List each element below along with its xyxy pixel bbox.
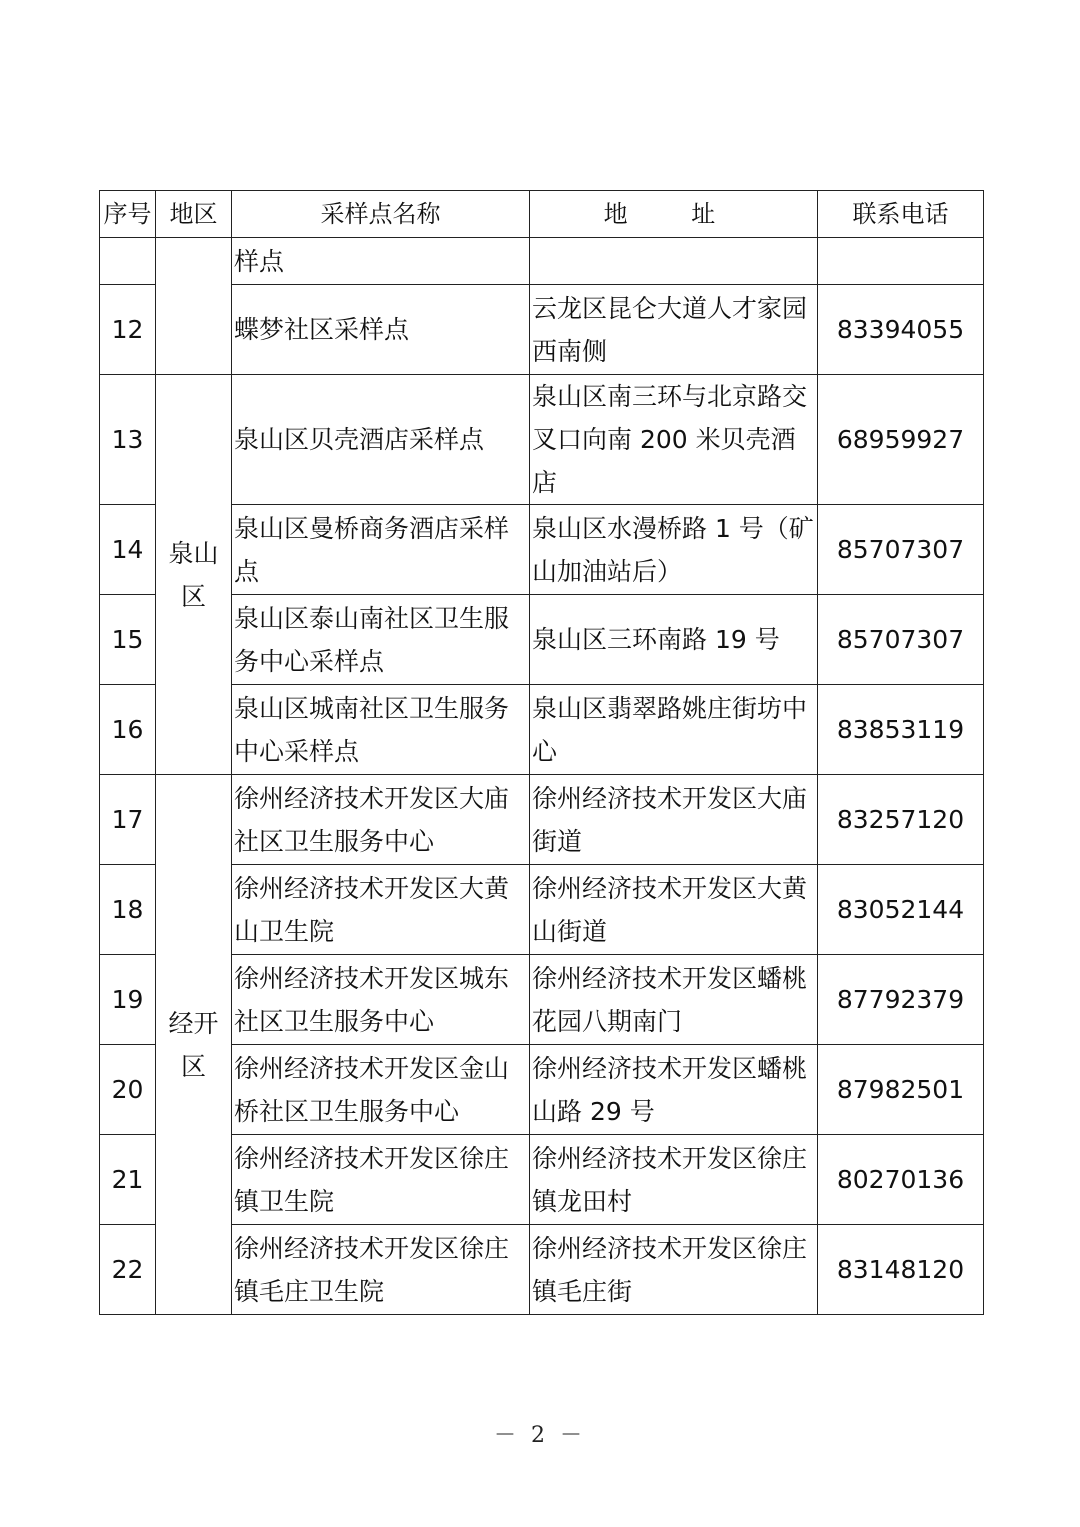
cell-phone: 83052144 (818, 865, 984, 955)
cell-name: 泉山区曼桥商务酒店采样点 (232, 505, 530, 595)
cell-address: 徐州经济技术开发区蟠桃花园八期南门 (530, 955, 818, 1045)
cell-no: 18 (100, 865, 156, 955)
cell-address: 徐州经济技术开发区徐庄镇龙田村 (530, 1135, 818, 1225)
cell-name: 泉山区城南社区卫生服务中心采样点 (232, 685, 530, 775)
cell-region-yunlong (156, 238, 232, 375)
cell-address: 云龙区昆仑大道人才家园西南侧 (530, 285, 818, 375)
cell-phone: 85707307 (818, 505, 984, 595)
cell-no: 12 (100, 285, 156, 375)
cell-region-jingkai: 经开区 (156, 775, 232, 1315)
cell-phone: 83257120 (818, 775, 984, 865)
cell-name: 徐州经济技术开发区城东社区卫生服务中心 (232, 955, 530, 1045)
cell-name: 徐州经济技术开发区大庙社区卫生服务中心 (232, 775, 530, 865)
cell-no: 22 (100, 1225, 156, 1315)
header-phone: 联系电话 (818, 191, 984, 238)
table-row (100, 865, 984, 955)
table-row (100, 1045, 984, 1135)
cell-phone: 83394055 (818, 285, 984, 375)
header-name: 采样点名称 (232, 191, 530, 238)
header-address: 地 址 (530, 191, 818, 238)
cell-address: 泉山区三环南路 19 号 (530, 595, 818, 685)
table-row-continuation (100, 238, 984, 285)
sampling-sites-table (99, 190, 984, 1315)
cell-no: 15 (100, 595, 156, 685)
cell-name: 泉山区贝壳酒店采样点 (232, 375, 530, 505)
cell-name: 徐州经济技术开发区徐庄镇卫生院 (232, 1135, 530, 1225)
cell-phone: 87982501 (818, 1045, 984, 1135)
cell-address: 泉山区水漫桥路 1 号（矿山加油站后） (530, 505, 818, 595)
header-no: 序号 (100, 191, 156, 238)
table-row (100, 685, 984, 775)
cell-phone: 68959927 (818, 375, 984, 505)
cell-phone: 87792379 (818, 955, 984, 1045)
cell-phone (818, 238, 984, 285)
cell-address (530, 238, 818, 285)
cell-no: 20 (100, 1045, 156, 1135)
cell-name: 泉山区泰山南社区卫生服务中心采样点 (232, 595, 530, 685)
cell-no: 14 (100, 505, 156, 595)
cell-no: 17 (100, 775, 156, 865)
header-region: 地区 (156, 191, 232, 238)
cell-name: 徐州经济技术开发区徐庄镇毛庄卫生院 (232, 1225, 530, 1315)
cell-name: 徐州经济技术开发区金山桥社区卫生服务中心 (232, 1045, 530, 1135)
cell-no: 13 (100, 375, 156, 505)
cell-name: 徐州经济技术开发区大黄山卫生院 (232, 865, 530, 955)
cell-address: 泉山区翡翠路姚庄街坊中心 (530, 685, 818, 775)
cell-address: 徐州经济技术开发区大黄山街道 (530, 865, 818, 955)
cell-address: 徐州经济技术开发区大庙街道 (530, 775, 818, 865)
table-row (100, 955, 984, 1045)
cell-phone: 83148120 (818, 1225, 984, 1315)
table-row (100, 375, 984, 505)
table-header-row (100, 191, 984, 238)
cell-no: 16 (100, 685, 156, 775)
cell-name: 样点 (232, 238, 530, 285)
cell-address: 徐州经济技术开发区徐庄镇毛庄街 (530, 1225, 818, 1315)
cell-region-quanshan: 泉山区 (156, 375, 232, 775)
table-row (100, 595, 984, 685)
table-row (100, 775, 984, 865)
cell-address: 泉山区南三环与北京路交叉口向南 200 米贝壳酒店 (530, 375, 818, 505)
cell-name: 蝶梦社区采样点 (232, 285, 530, 375)
table-row (100, 1225, 984, 1315)
cell-phone: 83853119 (818, 685, 984, 775)
cell-address: 徐州经济技术开发区蟠桃山路 29 号 (530, 1045, 818, 1135)
cell-no: 21 (100, 1135, 156, 1225)
cell-phone: 80270136 (818, 1135, 984, 1225)
page-number: － 2 － (494, 1423, 586, 1448)
cell-no (100, 238, 156, 285)
table-row (100, 1135, 984, 1225)
table-row (100, 285, 984, 375)
cell-phone: 85707307 (818, 595, 984, 685)
table-row (100, 505, 984, 595)
cell-no: 19 (100, 955, 156, 1045)
